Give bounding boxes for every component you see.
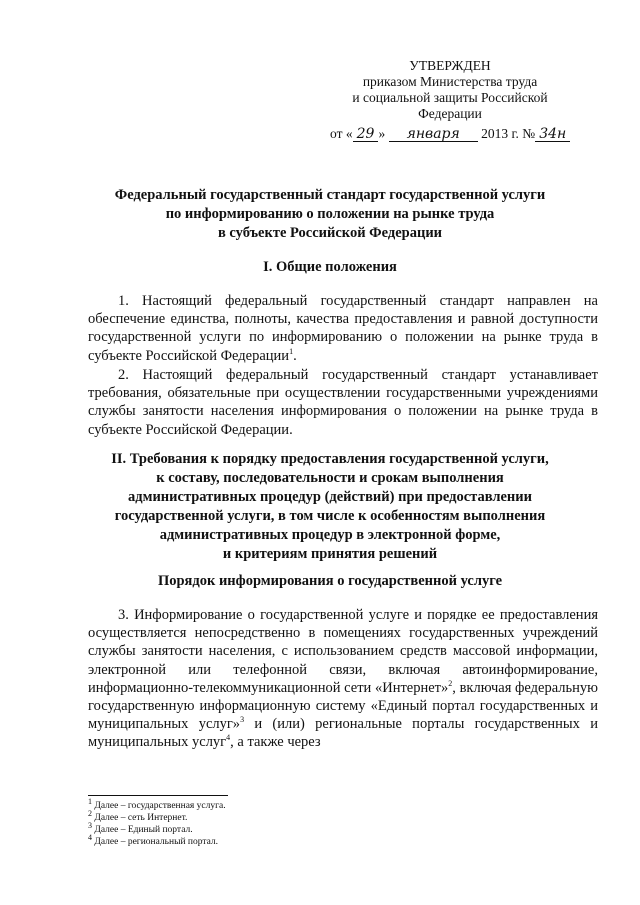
paragraph-1-end: . bbox=[293, 347, 297, 364]
section-2-heading bbox=[60, 450, 600, 564]
footnote-text: Далее – сеть Интернет. bbox=[92, 813, 188, 823]
footnote-item bbox=[88, 808, 226, 824]
section-2-heading-line: административных процедур (действий) при предоставлении bbox=[127, 489, 532, 505]
footnote-text: Далее – государственная услуга. bbox=[92, 801, 226, 811]
paragraph-3-text-a: 3. Информирование о государственной услуге и порядке ее предоставления осуществляется непосредственно в помещениях государственных учреждений службы занятости населения, с использованием средств массовой информации, электронной или телефонной связи, включая автоинформирование, информационно-телекоммуникационной сети «Интернет» bbox=[88, 607, 598, 696]
footnote-item bbox=[88, 820, 226, 836]
approval-line-1: приказом Министерства труда bbox=[362, 74, 538, 89]
paragraph-1-text: 1. Настоящий федеральный государственный стандарт направлен на обеспечение единства, полноты, качества предоставления и равной доступности государственной услуги по информированию о положении на рынке труда в субъекте Российской Федерации bbox=[88, 293, 598, 364]
footnote-number: 4 bbox=[88, 832, 92, 842]
date-separator: » bbox=[378, 126, 386, 141]
subsection-heading: Порядок информирования о государственной услуге bbox=[157, 573, 503, 589]
date-year: 2013 г. № bbox=[481, 126, 536, 141]
footnote-ref-4: 4 bbox=[226, 733, 231, 743]
footnotes bbox=[88, 796, 226, 848]
paragraph-3 bbox=[88, 606, 598, 752]
date-prefix: от « bbox=[330, 126, 353, 141]
footnote-ref-2: 2 bbox=[448, 678, 453, 688]
approval-status: УТВЕРЖДЕН bbox=[409, 58, 491, 73]
document-title bbox=[60, 186, 600, 243]
section-2-heading-line: государственной услуги, в том числе к особенностям выполнения bbox=[114, 508, 546, 524]
footnote-number: 3 bbox=[88, 820, 92, 830]
footnote-ref-3: 3 bbox=[240, 715, 245, 725]
section-1-heading: I. Общие положения bbox=[263, 259, 397, 275]
paragraph-3-text-d: , а также через bbox=[230, 734, 321, 751]
footnote-number: 2 bbox=[88, 808, 92, 818]
paragraph-3-text-b: , включая федеральную государственную информационную систему «Единый портал государственных и муниципальных услуг» bbox=[88, 679, 598, 733]
order-number-handwritten: 34н bbox=[535, 127, 570, 142]
footnote-ref-1: 1 bbox=[289, 346, 294, 356]
paragraph-3-text-c: и (или) региональные порталы государственных и муниципальных услуг bbox=[88, 716, 598, 751]
title-line-2: по информированию о положении на рынке труда bbox=[165, 206, 495, 222]
paragraph-2 bbox=[88, 366, 598, 439]
footnote-separator bbox=[88, 795, 228, 796]
approval-stamp bbox=[330, 58, 570, 142]
section-2-heading-line: административных процедур в электронной форме, bbox=[159, 527, 501, 543]
date-day-handwritten: 29 bbox=[353, 127, 379, 142]
date-month-handwritten: января bbox=[389, 127, 478, 142]
title-line-1: Федеральный государственный стандарт государственной услуги bbox=[114, 187, 546, 203]
approval-line-3: Федерации bbox=[418, 106, 482, 121]
paragraph-2-text: 2. Настоящий федеральный государственный стандарт устанавливает требования, обязательные при осуществлении государственными учреждениями службы занятости населения информирования о положении на рынке труда в субъекте Российской Федерации. bbox=[88, 367, 598, 438]
approval-line-2: и социальной защиты Российской bbox=[352, 90, 548, 105]
footnote-number: 1 bbox=[88, 796, 92, 806]
footnote-text: Далее – Единый портал. bbox=[92, 825, 193, 835]
paragraph-1 bbox=[88, 292, 598, 365]
title-line-3: в субъекте Российской Федерации bbox=[217, 225, 443, 241]
approval-date-line bbox=[330, 126, 570, 142]
footnote-item bbox=[88, 796, 226, 812]
section-2-heading-line: к составу, последовательности и срокам выполнения bbox=[156, 470, 504, 486]
footnote-item bbox=[88, 832, 226, 848]
footnote-text: Далее – региональный портал. bbox=[92, 837, 219, 847]
section-2-heading-line: и критериям принятия решений bbox=[222, 546, 438, 562]
section-2-heading-line: II. Требования к порядку предоставления государственной услуги, bbox=[111, 451, 549, 467]
